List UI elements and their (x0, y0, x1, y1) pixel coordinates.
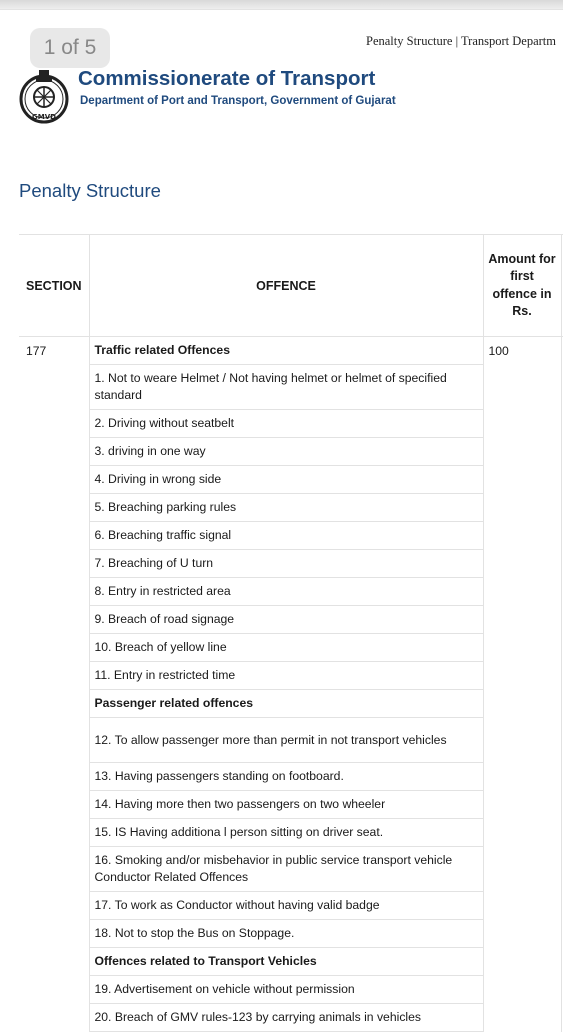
penalty-table (19, 234, 563, 1032)
table-row (19, 410, 563, 438)
table-header-row (19, 235, 563, 337)
running-header: Penalty Structure | Transport Departm (366, 34, 556, 48)
offence-item: 8. Entry in restricted area (89, 578, 483, 606)
table-row (19, 976, 563, 1004)
table-row (19, 763, 563, 791)
table-row-category (19, 690, 563, 718)
offence-item: 6. Breaching traffic signal (89, 522, 483, 550)
table-row-category (19, 948, 563, 976)
table-row (19, 634, 563, 662)
offence-category: Passenger related offences (89, 690, 483, 718)
offence-category: Traffic related Offences (89, 337, 483, 365)
offence-item: 4. Driving in wrong side (89, 466, 483, 494)
table-row (19, 920, 563, 948)
offence-item: 12. To allow passenger more than permit in not transport vehicles (89, 718, 483, 763)
table-row (19, 847, 563, 892)
table-row (19, 365, 563, 410)
offence-category: Offences related to Transport Vehicles (89, 948, 483, 976)
offence-item: 16. Smoking and/or misbehavior in public service transport vehicle Conductor Related Offences (89, 847, 483, 892)
offence-item: 1. Not to weare Helmet / Not having helmet or helmet of specified standard (89, 365, 483, 410)
table-row (19, 522, 563, 550)
table-row (19, 550, 563, 578)
gujarat-transport-emblem-icon (18, 68, 70, 126)
offence-item: 17. To work as Conductor without having valid badge (89, 892, 483, 920)
table-row (19, 892, 563, 920)
document-heading: Penalty Structure (19, 180, 161, 201)
header-section: SECTION (19, 235, 89, 337)
offence-item: 11. Entry in restricted time (89, 662, 483, 690)
offence-item: 13. Having passengers standing on footboard. (89, 763, 483, 791)
organization-name: Commissionerate of Transport (78, 67, 376, 90)
table-row (19, 718, 563, 763)
offence-item: 7. Breaching of U turn (89, 550, 483, 578)
table-row (19, 494, 563, 522)
offence-item: 9. Breach of road signage (89, 606, 483, 634)
page-indicator: 1 of 5 (30, 28, 110, 68)
table-row (19, 791, 563, 819)
organization-subtitle: Department of Port and Transport, Government of Gujarat (80, 95, 396, 107)
table-row (19, 819, 563, 847)
section-number: 177 (19, 337, 89, 1032)
header-amount: Amount for first offence in Rs. (483, 235, 561, 337)
offence-item: 14. Having more then two passengers on two wheeler (89, 791, 483, 819)
offence-item: 5. Breaching parking rules (89, 494, 483, 522)
offence-item: 3. driving in one way (89, 438, 483, 466)
emblem-lettering: GMVD (32, 113, 56, 121)
offence-item: 2. Driving without seatbelt (89, 410, 483, 438)
viewer-top-bar (0, 0, 563, 10)
table-row-category (19, 337, 563, 365)
table-row (19, 1004, 563, 1032)
table-row (19, 606, 563, 634)
amount-value: 100 (483, 337, 561, 1032)
offence-item: 10. Breach of yellow line (89, 634, 483, 662)
header-offence: OFFENCE (89, 235, 483, 337)
table-row (19, 438, 563, 466)
offence-item: 18. Not to stop the Bus on Stoppage. (89, 920, 483, 948)
table-row (19, 578, 563, 606)
offence-item: 15. IS Having additiona l person sitting on driver seat. (89, 819, 483, 847)
offence-item: 20. Breach of GMV rules-123 by carrying animals in vehicles (89, 1004, 483, 1032)
offence-item: 19. Advertisement on vehicle without permission (89, 976, 483, 1004)
table-row (19, 466, 563, 494)
table-row (19, 662, 563, 690)
